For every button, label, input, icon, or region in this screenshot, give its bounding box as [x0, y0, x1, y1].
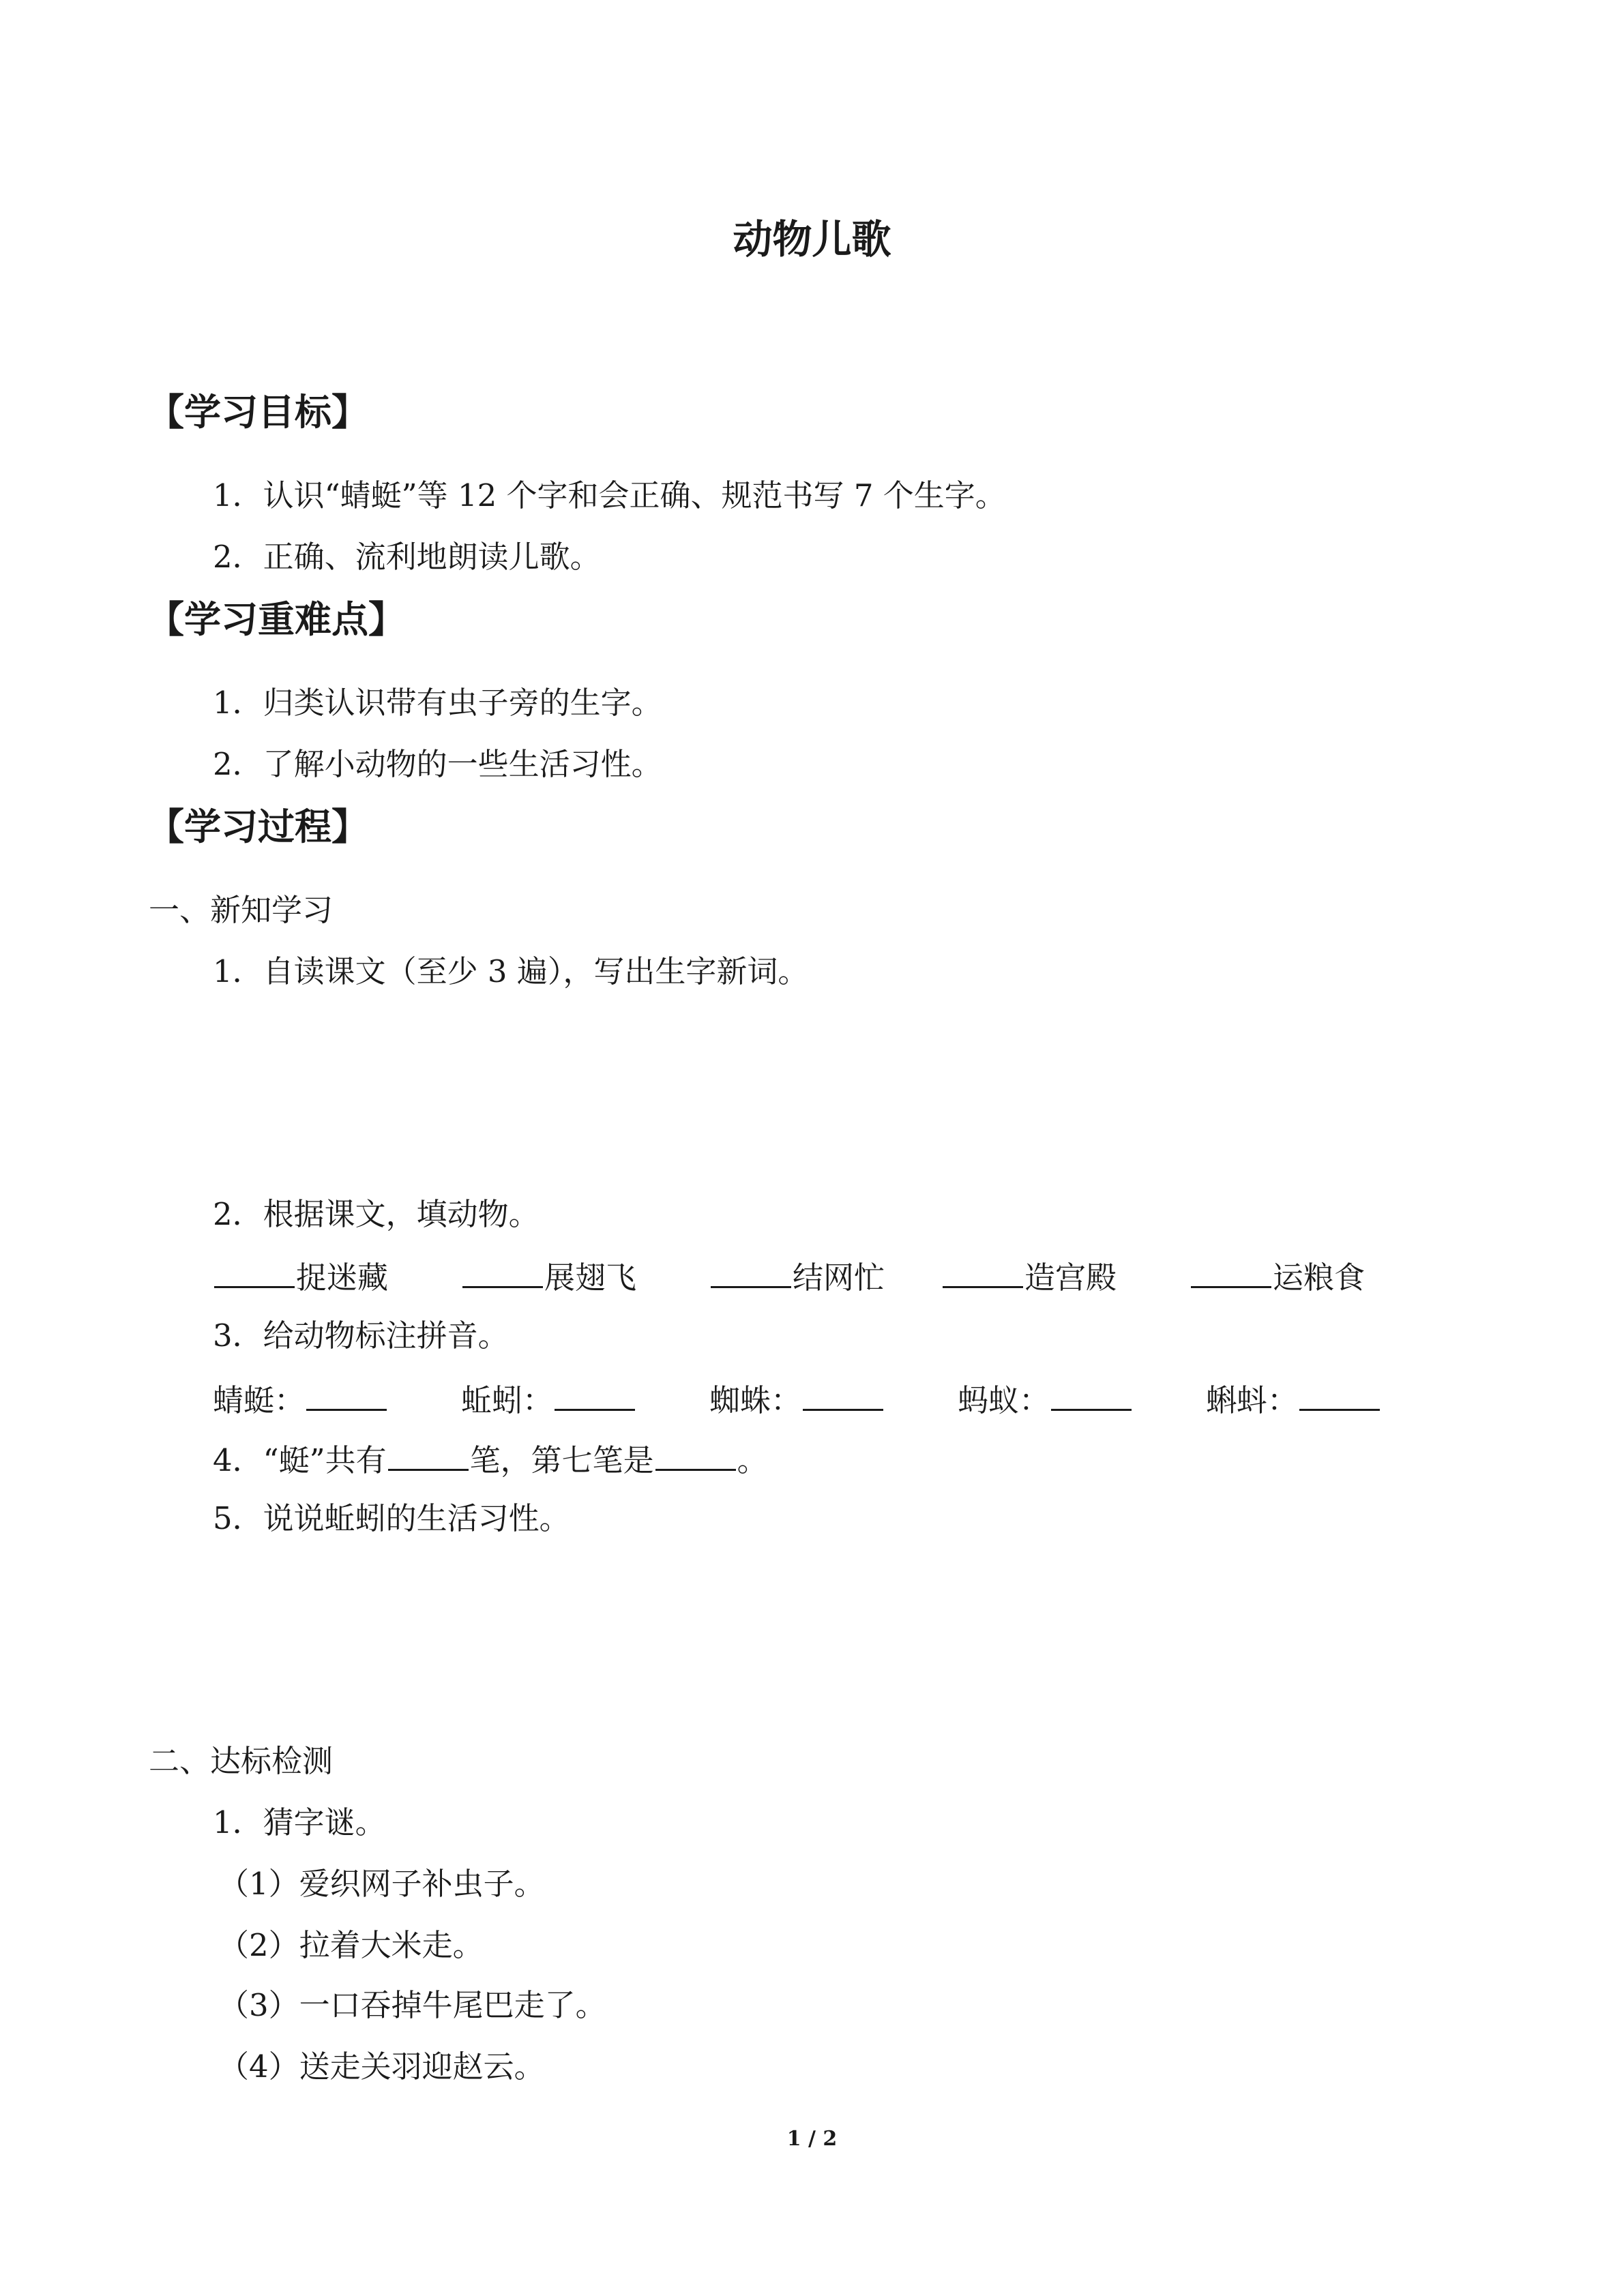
riddle-2: （2）拉着大米走。: [218, 1927, 484, 1963]
answer-blank[interactable]: [214, 1259, 295, 1288]
part1-label: 一、新知学习: [149, 892, 334, 928]
objective-item-1: 1．认识“蜻蜓”等 12 个字和会正确、规范书写 7 个生字。: [213, 477, 1006, 513]
answer-blank[interactable]: [555, 1382, 635, 1411]
answer-blank[interactable]: [1191, 1259, 1271, 1288]
part1-question-5: 5．说说蚯蚓的生活习性。: [213, 1500, 570, 1536]
section-heading-key-points: 【学习重难点】: [147, 598, 405, 641]
part1-question-3: 3．给动物标注拼音。: [213, 1317, 509, 1354]
section-heading-process: 【学习过程】: [147, 805, 368, 848]
answer-blank[interactable]: [943, 1259, 1023, 1288]
part2-question-1: 1．猜字谜。: [213, 1804, 386, 1840]
answer-blank[interactable]: [803, 1382, 883, 1411]
answer-blank[interactable]: [655, 1442, 736, 1471]
key-point-item-1: 1．归类认识带有虫子旁的生字。: [213, 685, 662, 721]
answer-blank[interactable]: [711, 1259, 791, 1288]
objective-item-2: 2．正确、流利地朗读儿歌。: [213, 539, 601, 575]
answer-blank[interactable]: [1299, 1382, 1380, 1411]
key-point-item-2: 2．了解小动物的一些生活习性。: [213, 746, 662, 782]
page-title: 动物儿歌: [733, 216, 891, 263]
page-number: 1 / 2: [786, 2127, 838, 2151]
riddle-3: （3）一口吞掉牛尾巴走了。: [218, 1987, 606, 2023]
answer-blank[interactable]: [306, 1382, 387, 1411]
riddle-4: （4）送走关羽迎赵云。: [218, 2048, 545, 2085]
riddle-1: （1）爱织网子补虫子。: [218, 1866, 545, 1902]
part2-label: 二、达标检测: [149, 1743, 334, 1779]
section-heading-objectives: 【学习目标】: [147, 391, 368, 434]
answer-blank[interactable]: [388, 1442, 469, 1471]
answer-blank[interactable]: [1051, 1382, 1132, 1411]
part1-question-1: 1．自读课文（至少 3 遍），写出生字新词。: [213, 953, 809, 989]
part1-question-4: 4．“蜓”共有 笔，第七笔是 。: [213, 1442, 768, 1478]
answer-blank[interactable]: [462, 1259, 543, 1288]
part1-question-2: 2．根据课文，填动物。: [213, 1196, 540, 1232]
